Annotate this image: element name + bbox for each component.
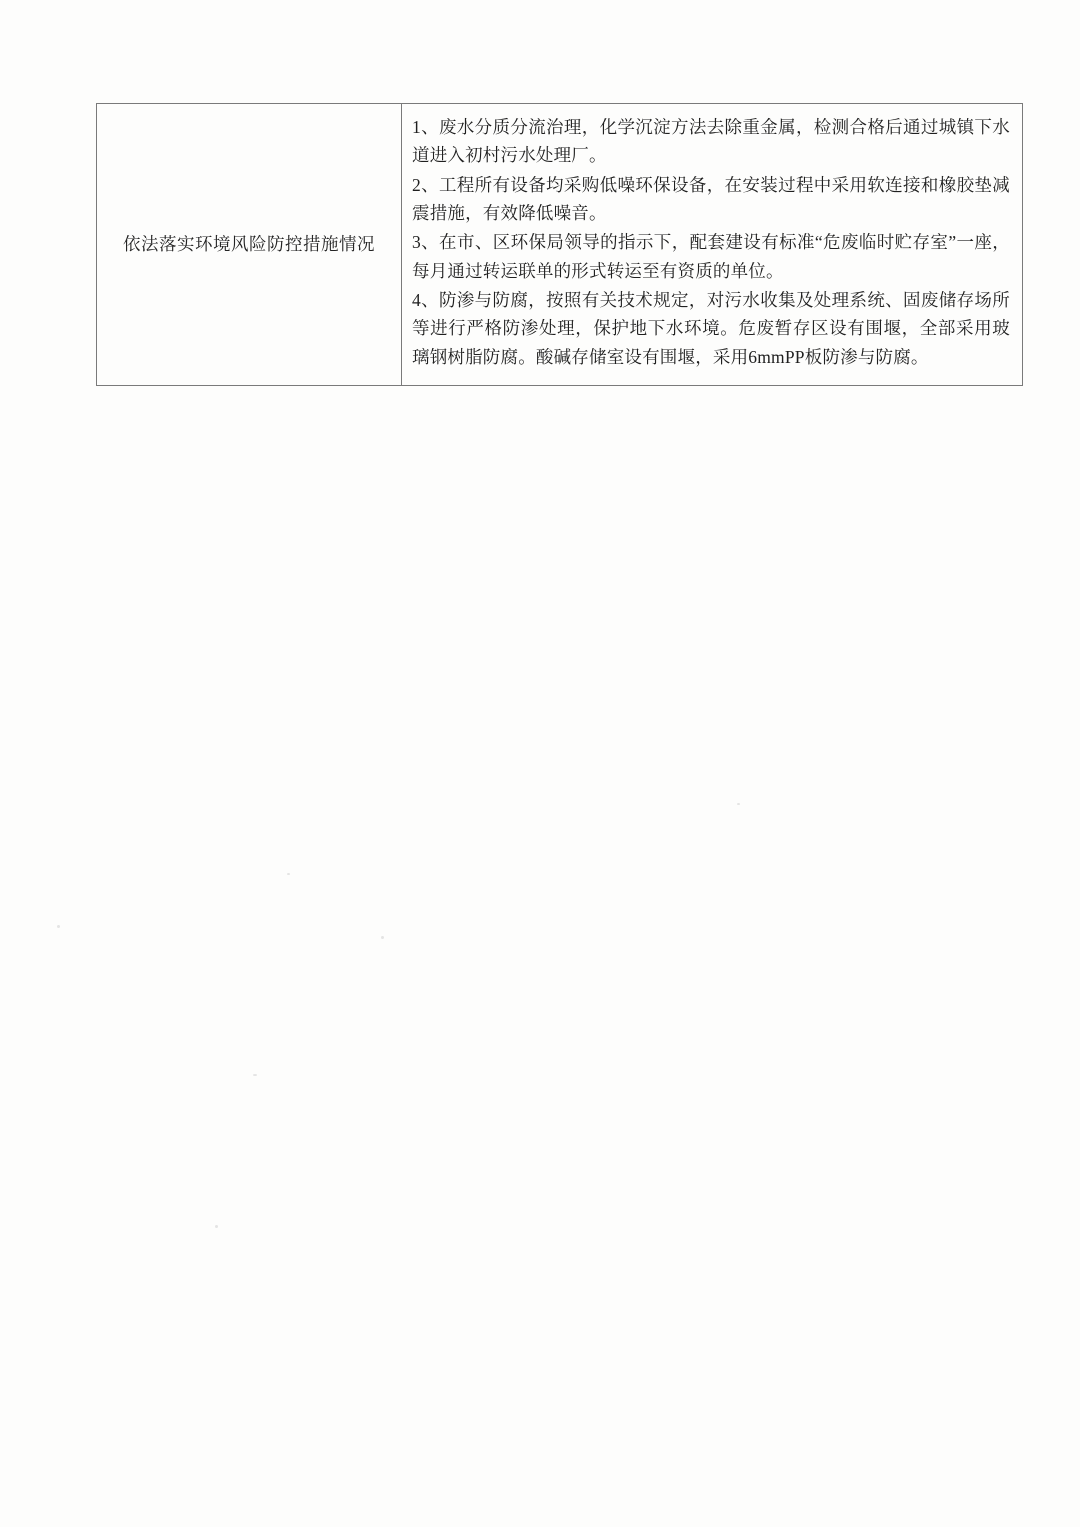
row-content-cell — [402, 104, 1023, 386]
scan-speck — [215, 1225, 218, 1228]
scan-speck — [381, 936, 384, 939]
scan-speck — [737, 803, 740, 805]
scan-speck — [57, 925, 60, 928]
scan-speck — [287, 873, 290, 875]
content-paragraph-3: 3、在市、区环保局领导的指示下，配套建设有标准“危废临时贮存室”一座，每月通过转运联单的形式转运至有资质的单位。 — [412, 232, 1010, 281]
content-paragraph-4: 4、防渗与防腐，按照有关技术规定，对污水收集及处理系统、固废储存场所等进行严格防渗处理，保护地下水环境。危废暂存区设有围堰，全部采用玻璃钢树脂防腐。酸碱存储室设有围堰，采用6mmPP板防渗与防腐。 — [412, 290, 1010, 367]
scan-speck — [253, 1074, 257, 1076]
content-paragraph-1: 1、废水分质分流治理，化学沉淀方法去除重金属，检测合格后通过城镇下水道进入初村污水处理厂。 — [412, 117, 1010, 166]
table-row — [97, 104, 1023, 386]
table-body — [97, 104, 1023, 386]
row-label-cell: 依法落实环境风险防控措施情况 — [97, 104, 402, 386]
environment-risk-measures-table — [96, 103, 1023, 386]
content-paragraph-2: 2、工程所有设备均采购低噪环保设备，在安装过程中采用软连接和橡胶垫减震措施，有效降低噪音。 — [412, 174, 1010, 224]
